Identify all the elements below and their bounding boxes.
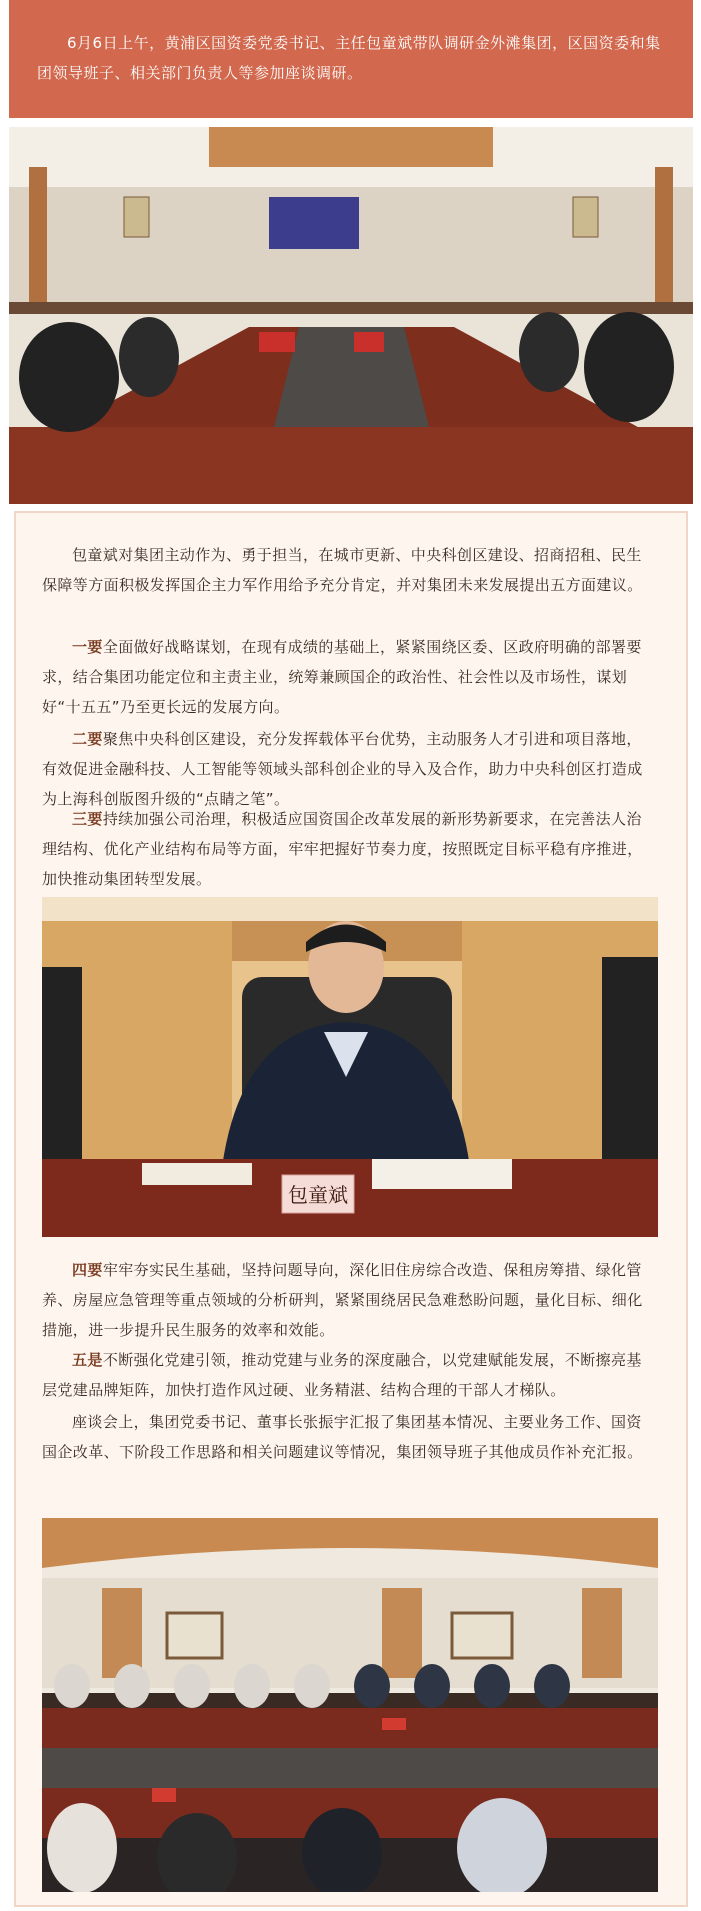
suggestion-4-text: 牢牢夯实民生基础，坚持问题导向，深化旧住房综合改造、保租房筹措、绿化管养、房屋应急管理等重点领域的分析研判，紧紧围绕居民急难愁盼问题，量化目标、细化措施，进一步提升民生服务的效率和效能。 — [42, 1261, 643, 1339]
speaker-nameplate: 包童斌 — [288, 1183, 348, 1207]
suggestion-3-lead: 三要 — [72, 810, 103, 828]
paragraph-suggestion-5 — [42, 1345, 656, 1405]
suggestion-3-text: 持续加强公司治理，积极适应国资国企改革发展的新形势新要求，在完善法人治理结构、优化产业结构布局等方面，牢牢把握好节奏力度，按照既定目标平稳有序推进，加快推动集团转型发展。 — [42, 810, 643, 888]
speaker-photo — [42, 897, 658, 1237]
paragraph-suggestion-4 — [42, 1255, 656, 1345]
suggestion-1-text: 全面做好战略谋划，在现有成绩的基础上，紧紧围绕区委、区政府明确的部署要求，结合集团功能定位和主责主业，统筹兼顾国企的政治性、社会性以及市场性，谋划好“十五五”乃至更长远的发展方向。 — [42, 638, 642, 716]
suggestion-4-lead: 四要 — [72, 1261, 103, 1279]
suggestion-1-lead: 一要 — [72, 638, 103, 656]
intro-text: 6月6日上午，黄浦区国资委党委书记、主任包童斌带队调研金外滩集团，区国资委和集团领导班子、相关部门负责人等参加座谈调研。 — [37, 34, 661, 82]
paragraph-suggestion-2 — [42, 724, 656, 814]
suggestion-5-text: 不断强化党建引领，推动党建与业务的深度融合，以党建赋能发展，不断擦亮基层党建品牌矩阵，加快打造作风过硬、业务精湛、结构合理的干部人才梯队。 — [42, 1351, 642, 1399]
suggestion-2-text: 聚焦中央科创区建设，充分发挥载体平台优势，主动服务人才引进和项目落地，有效促进金融科技、人工智能等领域头部科创企业的导入及合作，助力中央科创区打造成为上海科创版图升级的“点睛之笔”。 — [42, 730, 643, 808]
suggestion-2-lead: 二要 — [72, 730, 103, 748]
meeting-room-photo — [9, 127, 693, 504]
paragraph-meeting-report: 座谈会上，集团党委书记、董事长张振宇汇报了集团基本情况、主要业务工作、国资国企改革、下阶段工作思路和相关问题建议等情况，集团领导班子其他成员作补充汇报。 — [42, 1413, 643, 1461]
suggestion-5-lead: 五是 — [72, 1351, 103, 1369]
group-meeting-photo — [42, 1518, 658, 1892]
intro-banner — [9, 0, 693, 118]
paragraph-summary: 包童斌对集团主动作为、勇于担当，在城市更新、中央科创区建设、招商招租、民生保障等方面积极发挥国企主力军作用给予充分肯定，并对集团未来发展提出五方面建议。 — [42, 546, 643, 594]
paragraph-suggestion-1 — [42, 632, 656, 722]
paragraph-suggestion-3 — [42, 804, 656, 894]
